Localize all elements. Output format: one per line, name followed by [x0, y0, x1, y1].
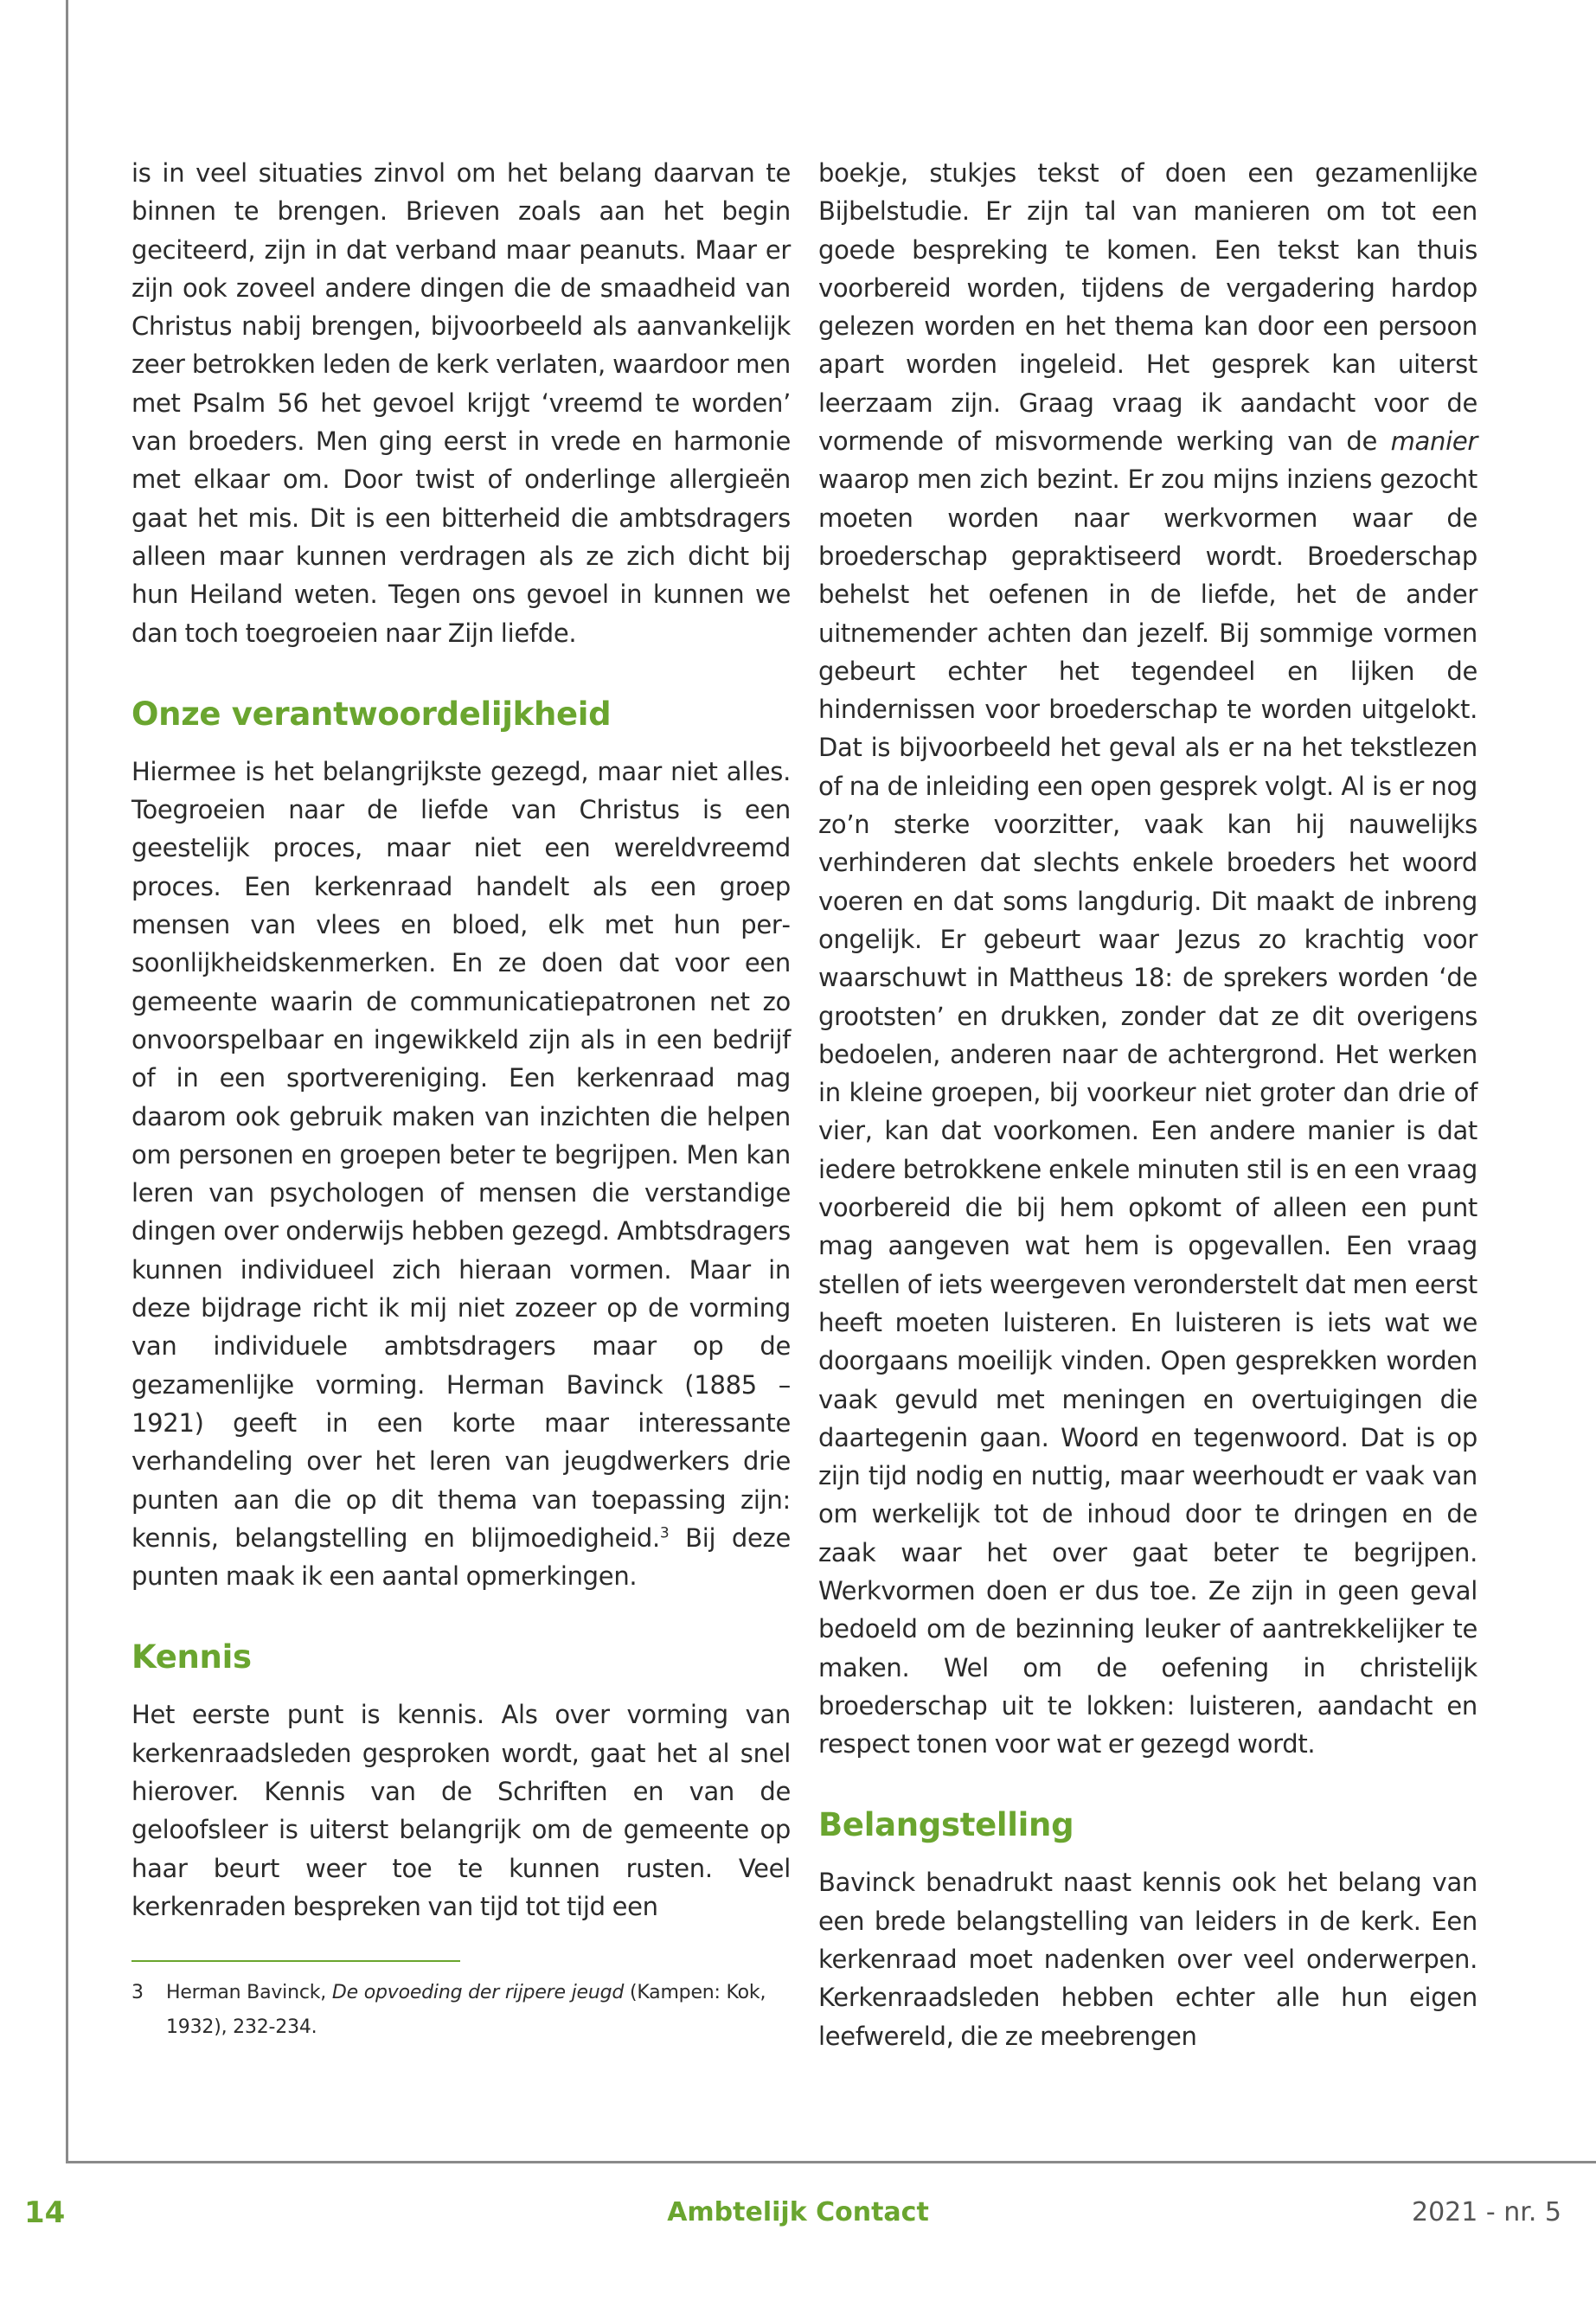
footnote-author: Herman Bavinck, — [166, 1982, 332, 2004]
footnote-reference[interactable]: 3 — [659, 1524, 670, 1542]
left-paragraph-1: is in veel situaties zinvol om het belang daarvan te binnen te brengen. Brieven zoals aan het begin geciteerd, zijn in dat verband maar peanuts. Maar er zijn ook zoveel andere dingen die de smaadheid van Christus nabij brengen, bijvoorbeeld als aanvankelijk zeer betrokken leden de kerk verlaten, waardoor men met Psalm 56 het gevoel krijgt ‘vreemd te worden’ van broeders. Men ging eerst in vrede en harmonie met elkaar om. Door twist of onderlinge allergieën gaat het mis. Dit is een bitterheid die ambtsdragers alleen maar kunnen verdragen als ze zich dicht bij hun Heiland weten. Tegen ons gevoel in kunnen we dan toch toegroeien naar Zijn liefde. — [131, 158, 791, 648]
right-paragraph-1-emphasis: manier — [1390, 426, 1477, 457]
magazine-title: Ambtelijk Contact — [667, 2197, 929, 2227]
right-paragraph-2: Bavinck benadrukt naast kennis ook het belang van een brede belangstelling van leiders in de kerk. Een kerkenraad moet nadenken over veel onderwerpen. Kerkenraadsleden hebben echter alle hun eigen leefwereld, die ze meebrengen — [818, 1868, 1477, 2051]
page-number: 14 — [24, 2195, 66, 2230]
right-paragraph-1-text-a: boekje, stukjes tekst of doen een gezamenlijke Bijbelstudie. Er zijn tal van manieren om tot een goede bespreking te komen. Een tekst kan thuis voorbereid worden, tijdens de vergadering hardop gelezen worden en het thema kan door een persoon apart worden ingeleid. Het gesprek kan uiterst leerzaam zijn. Graag vraag ik aandacht voor de vormende of misvormende werking van de — [818, 158, 1477, 457]
left-paragraph-3: Het eerste punt is kennis. Als over vorming van kerkenraadsleden gesproken wordt, gaat het al snel hierover. Kennis van de Schriften en van de geloofsleer is uiterst belangrijk om de gemeente op haar beurt weer toe te kunnen rusten. Veel kerkenraden bespreken van tijd tot tijd een — [131, 1700, 791, 1921]
footnote-publication: (Kampen: Kok, 1932), 232-234. — [166, 1982, 766, 2039]
heading-onze-verantwoordelijkheid: Onze verantwoordelijkheid — [131, 695, 612, 733]
left-paragraph-2 — [131, 753, 791, 1596]
left-paragraph-2-tail: Bij deze punten maak ik een aantal opmerkingen. — [131, 1522, 791, 1592]
right-paragraph-1 — [818, 154, 1477, 1763]
heading-kennis: Kennis — [131, 1638, 252, 1676]
footnote-title: De opvoeding der rijpere jeugd — [331, 1982, 625, 2004]
left-paragraph-2-text: Hiermee is het belangrijkste gezegd, maar niet alles. Toegroeien naar de liefde van Christus is een geestelijk proces, maar niet een wereldvreemd proces. Een kerkenraad handelt als een groep mensen van vlees en bloed, elk met hun persoonlijkheidskenmerken. En ze doen dat voor een gemeente waarin de communicatiepatronen net zo onvoorspelbaar en ingewikkeld zijn als in een bedrijf of in een sportvereniging. Een kerkenraad mag daarom ook gebruik maken van inzichten die helpen om personen en groepen beter te begrijpen. Men kan leren van psychologen of mensen die verstandige dingen over onderwijs hebben gezegd. Ambtsdragers kunnen individueel zich hieraan vormen. Maar in deze bijdrage richt ik mij niet zozeer op de vorming van individuele ambtsdragers maar op de gezamenlijke vorming. Herman Bavinck (1885 – 1921) geeft in een korte maar interessante verhandeling over het leren van jeugdwerkers drie punten aan die op dit thema van toepassing zijn: kennis, belangstelling en blijmoedigheid. — [131, 756, 791, 1553]
footnote-divider — [131, 1960, 460, 1962]
right-column — [818, 154, 1477, 2055]
footnote — [131, 1976, 791, 2045]
right-paragraph-1-text-b: waarop men zich bezint. Er zou mijns inziens gezocht moeten worden naar werkvormen waar de broederschap gepraktiseerd wordt. Broederschap behelst het oefenen in de liefde, het de ander uitnemender achten dan jezelf. Bij sommige vormen gebeurt echter het tegendeel en lijken de hindernissen voor broederschap te worden uitgelokt. Dat is bijvoorbeeld het geval als er na het tekstlezen of na de inleiding een open gesprek volgt. Al is er nog zo’n sterke voorzitter, vaak kan hij nauwelijks verhinderen dat slechts enkele broeders het woord voeren en dat soms langdurig. Dit maakt de inbreng ongelijk. Er gebeurt waar Jezus zo krachtig voor waarschuwt in Mattheus 18: de sprekers worden ‘de grootsten’ en drukken, zonder dat ze dit overigens bedoelen, anderen naar de achtergrond. Het werken in kleine groepen, bij voorkeur niet groter dan drie of vier, kan dat voorkomen. Een andere manier is dat iedere betrokkene enkele minuten stil is en een vraag voorbereid die bij hem opkomt of alleen een punt mag aangeven wat hem is opgevallen. Een vraag stellen of iets weergeven veronderstelt dat men eerst heeft moeten luisteren. En luisteren is iets wat we doorgaans moeilijk vinden. Open gesprekken worden vaak gevuld met meningen en overtuigingen die daartegenin gaan. Woord en tegenwoord. Dat is op zijn tijd nodig en nuttig, maar weerhoudt er vaak van om werkelijk tot de inhoud door te dringen en de zaak waar het over gaat beter te begrijpen. Werkvormen doen er dus toe. Ze zijn in geen geval bedoeld om de bezinning leuker of aantrekkelijker te maken. Wel om de oefening in christelijk broederschap uit te lokken: luisteren, aandacht en respect tonen voor wat er gezegd wordt. — [818, 465, 1477, 1759]
footnote-number: 3 — [131, 1982, 144, 2004]
left-column — [131, 154, 791, 2045]
page-frame-horizontal-rule — [66, 2161, 1596, 2163]
heading-belangstelling: Belangstelling — [818, 1806, 1074, 1844]
page-frame-vertical-rule — [66, 0, 68, 2163]
footnote-text — [166, 1976, 791, 2045]
issue-label: 2021 - nr. 5 — [1412, 2197, 1561, 2227]
